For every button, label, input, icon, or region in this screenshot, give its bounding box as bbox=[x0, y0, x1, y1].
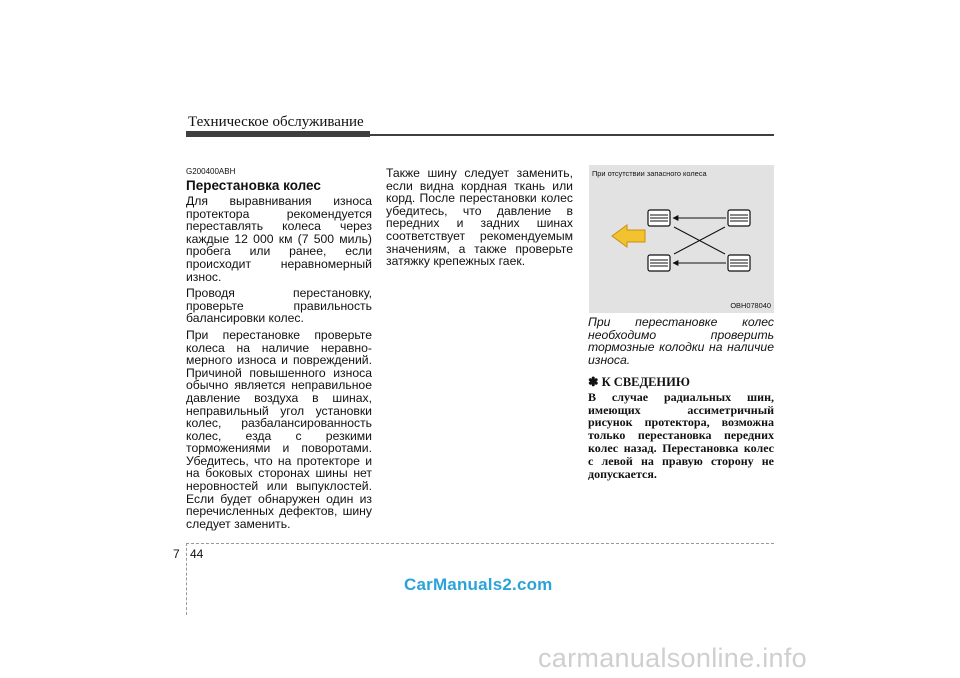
header-rule bbox=[370, 134, 774, 136]
tire-rear-left-icon bbox=[648, 255, 670, 271]
tire-rear-right-icon bbox=[728, 255, 750, 271]
rotation-diagram bbox=[589, 165, 774, 313]
header-bar bbox=[186, 131, 370, 137]
paragraph: Проводя перестановку, проверьте правильность балансировки колес. bbox=[186, 286, 372, 326]
tire-front-right-icon bbox=[728, 210, 750, 226]
column-3-italic-note bbox=[588, 316, 774, 370]
watermark-footer: carmanualsonline.info bbox=[538, 643, 807, 673]
figure-code: OBH078040 bbox=[730, 301, 771, 310]
section-title: Перестановка колес bbox=[186, 178, 321, 193]
chapter-number: 7 bbox=[173, 547, 180, 561]
footer-divider bbox=[186, 543, 774, 544]
note-title bbox=[588, 376, 774, 389]
footer-vertical-divider bbox=[186, 543, 187, 615]
tire-rotation-figure bbox=[589, 165, 774, 313]
page-header-title: Техническое обслуживание bbox=[188, 114, 364, 130]
brake-pad-note: При перестановке колес необходимо проверить тормозные колодки на наличие износа. bbox=[588, 315, 774, 367]
page-number: 44 bbox=[190, 547, 204, 561]
info-note bbox=[588, 376, 774, 480]
paragraph: При перестановке проверьте колеса на наличие неравно-мерного износа и повреждений. Причиной повышенного износа обычно является неправильное давление воздуха в шинах, неправильный угол установки колес, разбалансированность колес, езда с резкими торможениями и поворотами. Убедитесь, что на протекторе и на боковых сторонах шины нет неровностей или выпуклостей. Если будет обнаружен один из перечисленных дефектов, шину следует заменить. bbox=[186, 327, 372, 531]
column-2 bbox=[386, 167, 573, 272]
paragraph: Также шину следует заменить, если видна кордная ткань или корд. После перестановки колес убедитесь, что давление в передних и задних шинах соответствует рекомендуемым значениям, а также проверьте затяжку крепежных гаек. bbox=[386, 166, 573, 269]
column-1 bbox=[186, 167, 372, 534]
note-text: В случае радиальных шин, имеющих ассиметричный рисунок протектора, возможна только перестановка передних колес назад. Перестановка колес с левой на правую сторону не допускается. bbox=[588, 389, 774, 481]
tire-front-left-icon bbox=[648, 210, 670, 226]
paragraph: Для выравнивания износа протектора рекомендуется переставлять колеса через каждые 12 000 км (7 500 миль) пробега или ранее, если происходит неравномерный износ. bbox=[186, 194, 372, 284]
figure-caption: При отсутствии запасного колеса bbox=[592, 169, 707, 178]
watermark-link[interactable]: CarManuals2.com bbox=[404, 575, 553, 594]
asterisk-icon: ✽ bbox=[588, 375, 599, 389]
front-direction-arrow-icon bbox=[612, 225, 645, 247]
section-code: G200400ABH bbox=[186, 167, 236, 176]
note-title-text: К СВЕДЕНИЮ bbox=[601, 375, 690, 389]
